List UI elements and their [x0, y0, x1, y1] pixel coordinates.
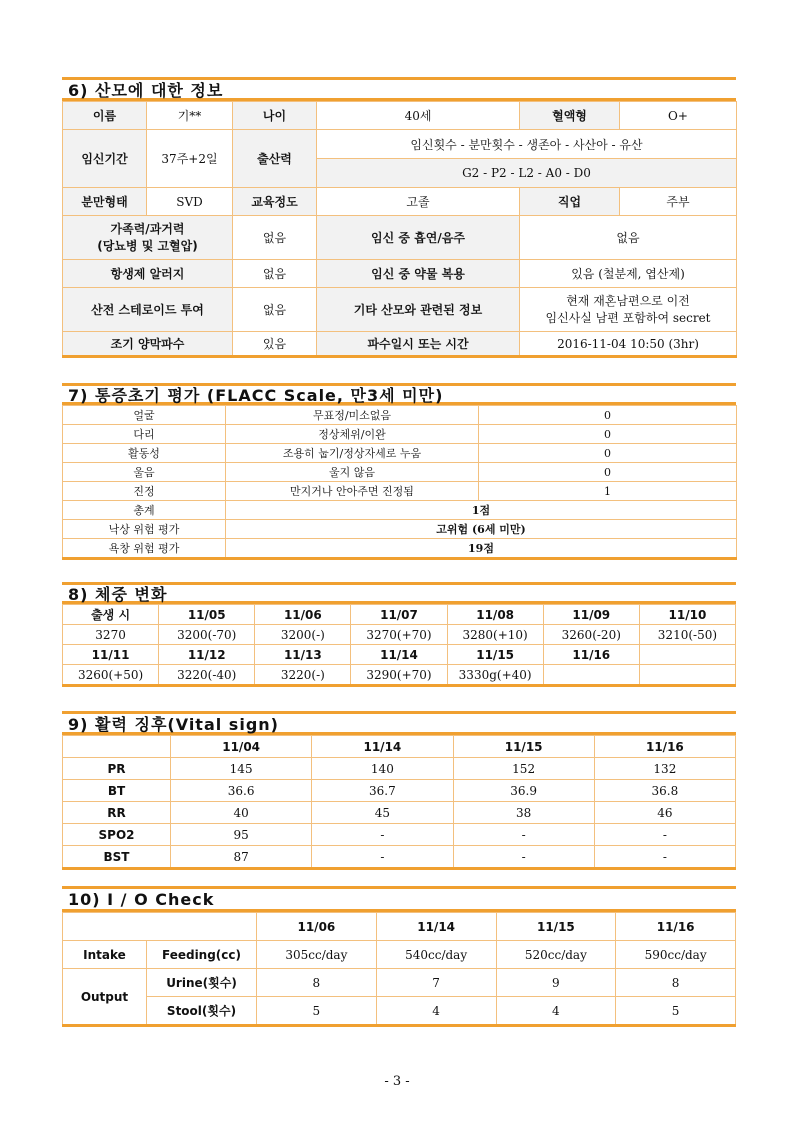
delivery-type-value: SVD [147, 188, 233, 216]
gestation-value: 37주+2일 [147, 130, 233, 188]
fall-risk-label: 낙상 위험 평가 [63, 520, 226, 539]
flacc-score: 0 [479, 406, 737, 425]
weight-date: 출생 시 [63, 605, 159, 625]
weight-value: 3200(-70) [159, 625, 255, 645]
family-history-label [63, 216, 233, 260]
other-info-label: 기타 산모와 관련된 정보 [317, 288, 520, 332]
weight-value: 3220(-40) [159, 665, 255, 686]
weight-date: 11/08 [447, 605, 543, 625]
weight-value: 3220(-) [255, 665, 351, 686]
age-label: 나이 [233, 102, 317, 130]
vital-name: RR [63, 802, 171, 824]
blood-type-value: O+ [620, 102, 737, 130]
other-info-line2: 임신사실 남편 포함하여 secret [545, 310, 711, 325]
section-title: 7) 통증초기 평가 (FLACC Scale, 만3세 미만) [62, 383, 736, 405]
vital-date: 11/04 [171, 736, 312, 758]
io-date: 11/14 [376, 913, 496, 941]
total-value: 1점 [226, 501, 737, 520]
maternal-info-section [62, 77, 736, 358]
total-label: 총계 [63, 501, 226, 520]
urine-value: 8 [257, 969, 377, 997]
flacc-item: 진정 [63, 482, 226, 501]
prom-label: 조기 양막파수 [63, 332, 233, 357]
family-history-label-line2: (당뇨병 및 고혈압) [97, 238, 198, 253]
weight-date: 11/07 [351, 605, 447, 625]
io-check-table [62, 912, 736, 1027]
family-history-label-line1: 가족력/과거력 [110, 221, 185, 236]
io-date: 11/06 [257, 913, 377, 941]
vital-header-row [63, 736, 736, 758]
vital-value: 38 [453, 802, 594, 824]
prom-value: 있음 [233, 332, 317, 357]
smoking-value: 없음 [520, 216, 737, 260]
occupation-value: 주부 [620, 188, 737, 216]
vital-value: - [594, 846, 735, 869]
urine-value: 9 [496, 969, 616, 997]
stool-value: 4 [376, 997, 496, 1026]
urine-value: 8 [616, 969, 736, 997]
weight-value [543, 665, 639, 686]
education-value: 고졸 [317, 188, 520, 216]
name-value: 기** [147, 102, 233, 130]
smoking-label: 임신 중 흡연/음주 [317, 216, 520, 260]
vital-sign-table [62, 735, 736, 870]
flacc-row [63, 482, 737, 501]
vital-row [63, 758, 736, 780]
output-label: Output [63, 969, 147, 1026]
fall-risk-value: 고위험 (6세 미만) [226, 520, 737, 539]
flacc-description: 만지거나 안아주면 진정됨 [226, 482, 479, 501]
pressure-sore-value: 19점 [226, 539, 737, 559]
weight-value [639, 665, 735, 686]
flacc-description: 울지 않음 [226, 463, 479, 482]
weight-section [62, 582, 736, 687]
flacc-item: 활동성 [63, 444, 226, 463]
flacc-description: 무표정/미소없음 [226, 406, 479, 425]
vital-value: 36.6 [171, 780, 312, 802]
vital-value: 95 [171, 824, 312, 846]
family-history-value: 없음 [233, 216, 317, 260]
age-value: 40세 [317, 102, 520, 130]
delivery-type-label: 분만형태 [63, 188, 147, 216]
weight-date: 11/06 [255, 605, 351, 625]
occupation-label: 직업 [520, 188, 620, 216]
io-header-blank [63, 913, 257, 941]
stool-value: 5 [616, 997, 736, 1026]
vital-name: BST [63, 846, 171, 869]
weight-value: 3280(+10) [447, 625, 543, 645]
steroid-value: 없음 [233, 288, 317, 332]
weight-value: 3270 [63, 625, 159, 645]
flacc-score: 0 [479, 444, 737, 463]
blood-type-label: 혈액형 [520, 102, 620, 130]
feeding-value: 305cc/day [257, 941, 377, 969]
section-title: 6) 산모에 대한 정보 [62, 77, 736, 101]
flacc-section [62, 383, 736, 560]
urine-label: Urine(횟수) [147, 969, 257, 997]
io-date: 11/16 [616, 913, 736, 941]
vital-value: 140 [312, 758, 453, 780]
weight-date-row [63, 605, 736, 625]
vital-value: - [594, 824, 735, 846]
antibiotic-allergy-value: 없음 [233, 260, 317, 288]
weight-value: 3290(+70) [351, 665, 447, 686]
vital-value: 145 [171, 758, 312, 780]
weight-value: 3200(-) [255, 625, 351, 645]
name-label: 이름 [63, 102, 147, 130]
flacc-row [63, 444, 737, 463]
feeding-value: 590cc/day [616, 941, 736, 969]
weight-value-row [63, 665, 736, 686]
section-title: 10) I / O Check [62, 886, 736, 912]
flacc-item: 얼굴 [63, 406, 226, 425]
vital-value: - [312, 846, 453, 869]
vital-row [63, 824, 736, 846]
vital-row [63, 846, 736, 869]
flacc-item: 다리 [63, 425, 226, 444]
flacc-table [62, 405, 737, 560]
weight-value: 3270(+70) [351, 625, 447, 645]
weight-date: 11/13 [255, 645, 351, 665]
vital-row [63, 802, 736, 824]
vital-header-blank [63, 736, 171, 758]
stool-value: 4 [496, 997, 616, 1026]
other-info-line1: 현재 재혼남편으로 이전 [566, 293, 690, 308]
weight-date: 11/09 [543, 605, 639, 625]
vital-value: 132 [594, 758, 735, 780]
weight-value-row [63, 625, 736, 645]
io-check-section [62, 886, 736, 1027]
stool-label: Stool(횟수) [147, 997, 257, 1026]
feeding-label: Feeding(cc) [147, 941, 257, 969]
medication-value: 있음 (철분제, 엽산제) [520, 260, 737, 288]
weight-date-row [63, 645, 736, 665]
vital-row [63, 780, 736, 802]
flacc-score: 1 [479, 482, 737, 501]
vital-name: PR [63, 758, 171, 780]
obstetric-history-label: 출산력 [233, 130, 317, 188]
medication-label: 임신 중 약물 복용 [317, 260, 520, 288]
flacc-description: 조용히 눕기/정상자세로 누움 [226, 444, 479, 463]
vital-date: 11/16 [594, 736, 735, 758]
antibiotic-allergy-label: 항생제 알러지 [63, 260, 233, 288]
vital-value: 36.7 [312, 780, 453, 802]
flacc-row [63, 425, 737, 444]
maternal-info-table [62, 101, 737, 358]
vital-name: SPO2 [63, 824, 171, 846]
intake-label: Intake [63, 941, 147, 969]
section-title: 8) 체중 변화 [62, 582, 736, 604]
vital-value: 46 [594, 802, 735, 824]
weight-date: 11/14 [351, 645, 447, 665]
flacc-item: 울음 [63, 463, 226, 482]
vital-date: 11/14 [312, 736, 453, 758]
weight-value: 3330g(+40) [447, 665, 543, 686]
rupture-time-label: 파수일시 또는 시간 [317, 332, 520, 357]
weight-date: 11/15 [447, 645, 543, 665]
io-date: 11/15 [496, 913, 616, 941]
flacc-row [63, 406, 737, 425]
other-info-value [520, 288, 737, 332]
weight-date: 11/10 [639, 605, 735, 625]
weight-date: 11/12 [159, 645, 255, 665]
vital-value: 45 [312, 802, 453, 824]
flacc-score: 0 [479, 463, 737, 482]
weight-value: 3260(+50) [63, 665, 159, 686]
vital-value: 40 [171, 802, 312, 824]
flacc-row [63, 463, 737, 482]
flacc-score: 0 [479, 425, 737, 444]
feeding-value: 540cc/day [376, 941, 496, 969]
weight-date: 11/11 [63, 645, 159, 665]
feeding-value: 520cc/day [496, 941, 616, 969]
section-title: 9) 활력 징후(Vital sign) [62, 711, 736, 735]
vital-value: 152 [453, 758, 594, 780]
pressure-sore-label: 욕창 위험 평가 [63, 539, 226, 559]
urine-value: 7 [376, 969, 496, 997]
weight-date [639, 645, 735, 665]
weight-table [62, 604, 736, 687]
vital-value: 36.8 [594, 780, 735, 802]
page-number: - 3 - [384, 1074, 410, 1089]
obstetric-history-header: 임신횟수 - 분만횟수 - 생존아 - 사산아 - 유산 [317, 130, 737, 159]
weight-value: 3210(-50) [639, 625, 735, 645]
vital-value: - [312, 824, 453, 846]
vital-name: BT [63, 780, 171, 802]
vital-value: - [453, 824, 594, 846]
weight-date: 11/05 [159, 605, 255, 625]
vital-date: 11/15 [453, 736, 594, 758]
gestation-label: 임신기간 [63, 130, 147, 188]
vital-sign-section [62, 711, 736, 870]
vital-value: 36.9 [453, 780, 594, 802]
vital-value: - [453, 846, 594, 869]
weight-value: 3260(-20) [543, 625, 639, 645]
rupture-time-value: 2016-11-04 10:50 (3hr) [520, 332, 737, 357]
education-label: 교육정도 [233, 188, 317, 216]
steroid-label: 산전 스테로이드 투여 [63, 288, 233, 332]
weight-date: 11/16 [543, 645, 639, 665]
flacc-description: 정상체위/이완 [226, 425, 479, 444]
vital-value: 87 [171, 846, 312, 869]
stool-value: 5 [257, 997, 377, 1026]
obstetric-history-value: G2 - P2 - L2 - A0 - D0 [317, 159, 737, 188]
